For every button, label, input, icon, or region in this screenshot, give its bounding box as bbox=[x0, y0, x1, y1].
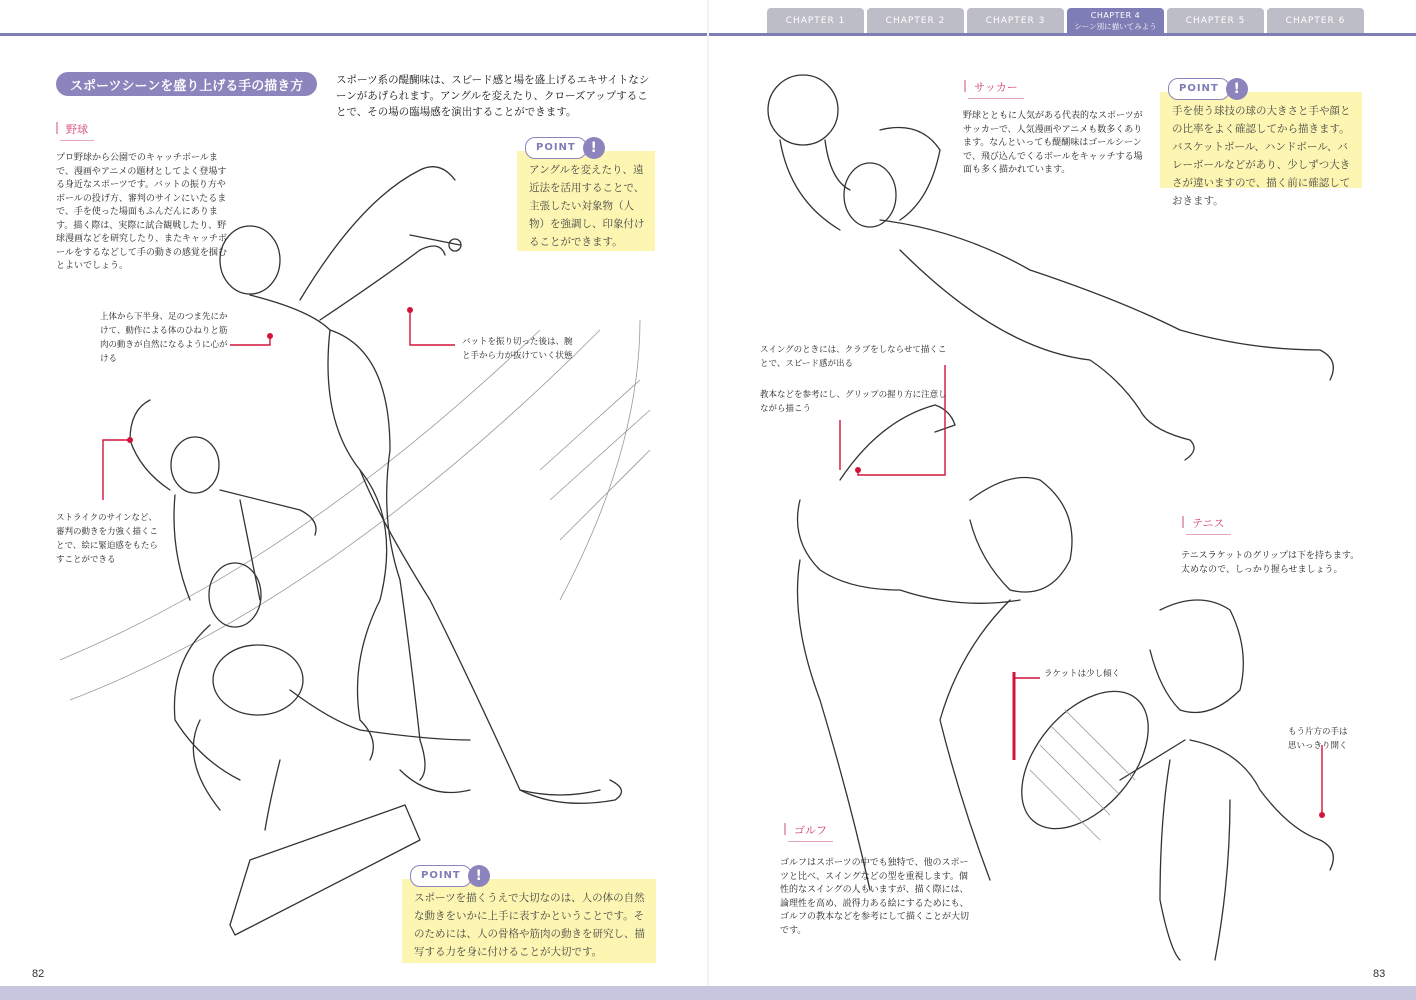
baseball-text: プロ野球から公園でのキャッチボールまで、漫画やアニメの題材としてよく登場する身近なスポーツです。バットの振り方やボールの投げ方、審判のサインにいたるまで、手を使った場面もふんだんにあります。描く際は、実際に試合観戦したり、野球漫画などを研究したり、またキャッチボールをするなどして手の動きの感覚を掴むとよいでしょう。 bbox=[56, 153, 228, 271]
baseball-title: 野球 bbox=[60, 121, 94, 141]
footer-band bbox=[0, 986, 1416, 1000]
note-body-twist: 上体から下半身、足のつま先にかけて、動作による体のひねりと筋肉の動きが自然になるように心がける bbox=[100, 312, 228, 364]
point-badge bbox=[1168, 78, 1248, 100]
home-plate-sketch bbox=[230, 805, 420, 935]
point-box-ball-size bbox=[1160, 81, 1362, 207]
point-text: アングルを変えたり、遠近法を活用することで、主張したい対象物（人物）を強調し、印象付けることができます。 bbox=[529, 164, 645, 248]
note-bat-swing: バットを振り切った後は、腕と手から力が抜けていく状態 bbox=[462, 337, 573, 361]
note-other-hand: もう片方の手は思いっきり開く bbox=[1288, 727, 1348, 751]
tennis-text: テニスラケットのグリップは下を持ちます。太めなので、しっかり握らせましょう。 bbox=[1181, 551, 1360, 575]
exclamation-icon: ! bbox=[468, 865, 490, 887]
point-label: POINT bbox=[1168, 78, 1230, 100]
batter-sketch bbox=[220, 167, 621, 804]
tennis-title: テニス bbox=[1186, 515, 1231, 535]
point-label: POINT bbox=[525, 137, 587, 159]
tab-chapter-2[interactable]: CHAPTER 2 bbox=[867, 8, 964, 34]
note-swing-club: スイングのときには、クラブをしならせて描くことで、スピード感が出る bbox=[760, 345, 947, 369]
note-grip: 教本などを参考にし、グリップの握り方に注意しながら描こう bbox=[760, 390, 947, 414]
point-box-body-motion bbox=[402, 868, 656, 963]
point-text: スポーツを描くうえで大切なのは、人の体の自然な動きをいかに上手に表すかということです。そのためには、人の骨格や筋肉の動きを研究し、描写する力を身に付けることが大切です。 bbox=[414, 892, 645, 958]
page-number-right: 83 bbox=[1373, 968, 1386, 980]
exclamation-icon: ! bbox=[1226, 78, 1248, 100]
note-strike-sign: ストライクのサインなど、審判の動きを力強く描くことで、絵に緊迫感をもたらすことができる bbox=[56, 513, 159, 565]
tab-chapter-1[interactable]: CHAPTER 1 bbox=[767, 8, 864, 34]
catcher-sketch bbox=[174, 563, 470, 830]
point-label: POINT bbox=[410, 865, 472, 887]
point-badge bbox=[410, 865, 490, 887]
point-badge bbox=[525, 137, 605, 159]
golf-title: ゴルフ bbox=[788, 822, 833, 842]
umpire-sketch bbox=[130, 400, 316, 600]
exclamation-icon: ! bbox=[583, 137, 605, 159]
intro-text: スポーツ系の醍醐味は、スピード感と場を盛上げるエキサイトなシーンがあげられます。アングルを変えたり、クローズアップすることで、その場の臨場感を演出することができます。 bbox=[336, 74, 650, 118]
tennis-player-sketch bbox=[997, 600, 1334, 960]
tab-chapter-4-subtitle: シーン別に描いてみよう bbox=[1074, 22, 1157, 31]
tab-chapter-5[interactable]: CHAPTER 5 bbox=[1167, 8, 1264, 34]
note-racket-tilt: ラケットは少し傾く bbox=[1044, 669, 1121, 679]
page-number-left: 82 bbox=[32, 968, 45, 980]
soccer-text: 野球とともに人気がある代表的なスポーツがサッカーで、人気漫画やアニメも数多くあります。なんといっても醍醐味はゴールシーンで、飛び込んでくるボールをキャッチする場面も多く描かれています。 bbox=[963, 111, 1143, 175]
golfer-sketch bbox=[798, 478, 1073, 891]
golf-text: ゴルフはスポーツの中でも独特で、他のスポーツと比べ、スイングなどの型を重視します。個性的なスイングの人もいますが、描く際には、論理性を高め、説得力ある絵にするためにも、ゴルフの教本などを参考にして描くことが大切です。 bbox=[780, 858, 970, 936]
soccer-title: サッカー bbox=[968, 79, 1024, 99]
tab-chapter-6[interactable]: CHAPTER 6 bbox=[1267, 8, 1364, 34]
section-heading: スポーツシーンを盛り上げる手の描き方 bbox=[56, 72, 317, 96]
point-box-angle bbox=[517, 140, 655, 251]
point-text: 手を使う球技の球の大きさと手や顔との比率をよく確認してから描きます。バスケットボール、ハンドボール、バレーボールなどがあり、少しずつ大きさが違いますので、描く前に確認しておきます。 bbox=[1172, 105, 1351, 207]
tab-chapter-4-label: CHAPTER 4 bbox=[1090, 11, 1141, 20]
tab-chapter-3[interactable]: CHAPTER 3 bbox=[967, 8, 1064, 34]
